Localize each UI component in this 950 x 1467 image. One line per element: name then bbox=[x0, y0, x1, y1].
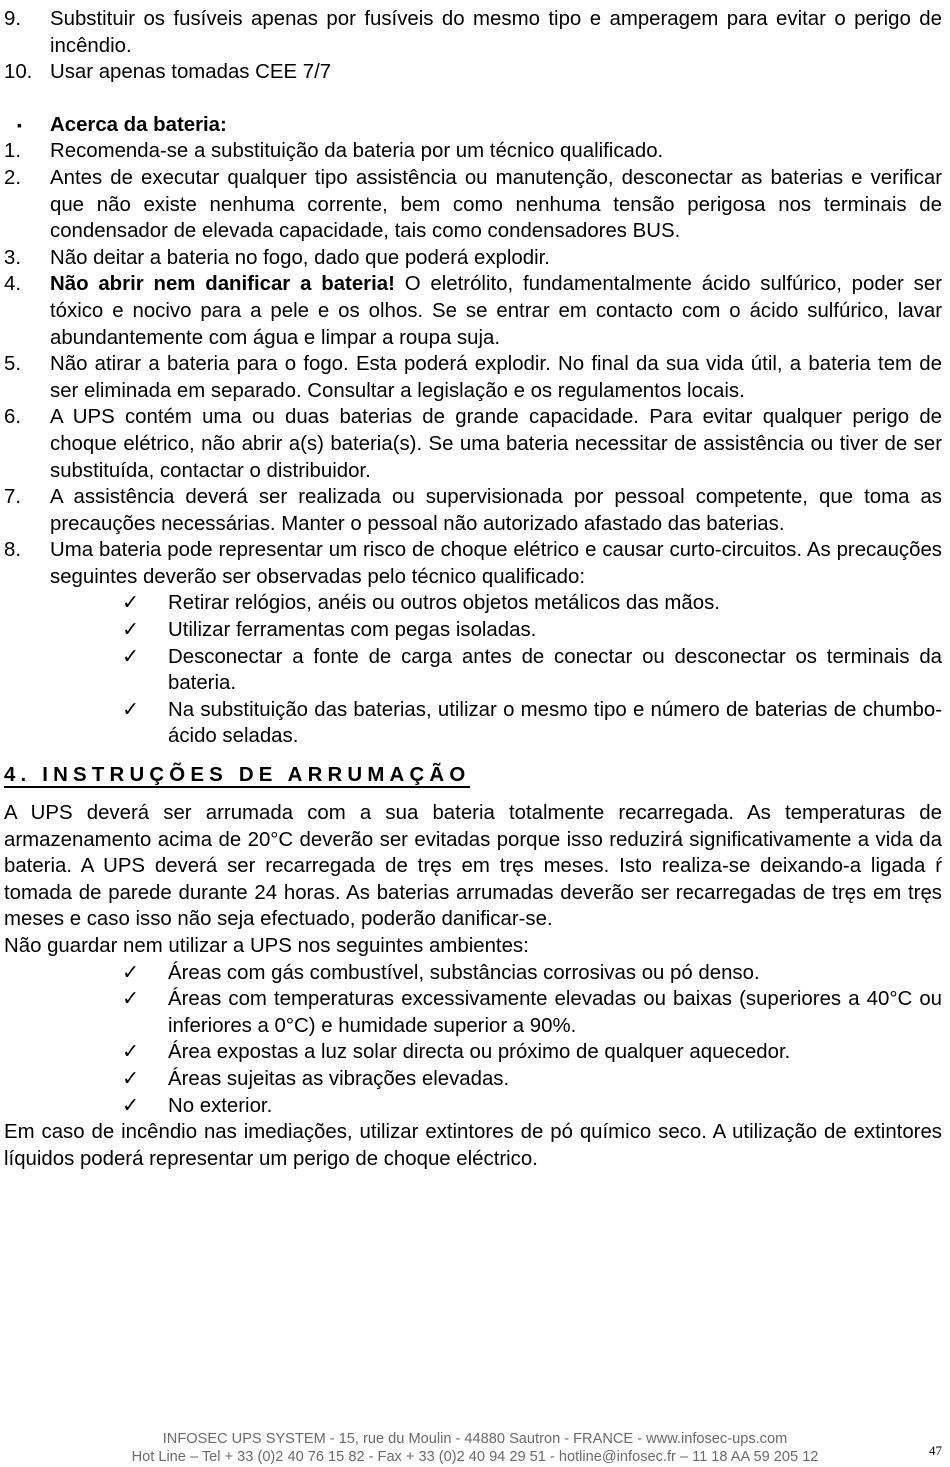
list-item bbox=[4, 404, 942, 484]
item-number: 3. bbox=[4, 246, 22, 269]
battery-section-title bbox=[4, 112, 942, 139]
list-item bbox=[4, 537, 942, 590]
item-text: A UPS contém uma ou duas baterias de grande capacidade. Para evitar qualquer perigo de choque elétrico, não abrir a(s) bateria(s). Se uma bateria necessitar de assistência ou tiver de ser substituída, contactar o distribuidor. bbox=[50, 406, 942, 482]
storage-paragraph: A UPS deverá ser arrumada com a sua bateria totalmente recarregada. As temperaturas de armazenamento acima de 20°C deverão ser evitadas porque isso reduzirá significativamente a vida da bateria. A UPS deverá ser recarregada de tręs em tręs meses. Isto realiza-se deixando-a ligada ŕ tomada de parede durante 24 horas. As baterias arrumadas deverão ser recarregadas de tręs em tręs meses e caso isso não seja efectuado, poderão danificar-se. bbox=[4, 802, 942, 931]
item-text: Não atirar a bateria para o fogo. Esta poderá explodir. No final da sua vida útil, a bateria tem de ser eliminada em separado. Consultar a legislação e os regulamentos locais. bbox=[50, 353, 942, 402]
item-text: Substituir os fusíveis apenas por fusíveis do mesmo tipo e amperagem para evitar o perigo de incêndio. bbox=[50, 8, 942, 57]
fire-paragraph: Em caso de incêndio nas imediações, utilizar extintores de pó químico seco. A utilização de extintores líquidos poderá representar um perigo de choque eléctrico. bbox=[4, 1121, 942, 1170]
item-text: Não deitar a bateria no fogo, dado que poderá explodir. bbox=[50, 246, 550, 269]
item-number: 8. bbox=[4, 539, 22, 562]
item-text: Recomenda-se a substituição da bateria por um técnico qualificado. bbox=[50, 140, 664, 163]
checklist-item bbox=[4, 1039, 942, 1066]
checklist-item bbox=[4, 697, 942, 750]
list-item bbox=[4, 6, 942, 59]
checkmark-icon: ✓ bbox=[122, 619, 140, 642]
checklist-item bbox=[4, 617, 942, 644]
checklist-text: Retirar relógios, anéis ou outros objetos metálicos das mãos. bbox=[168, 592, 720, 615]
list-item bbox=[4, 245, 942, 272]
item-number: 4. bbox=[4, 273, 22, 296]
item-number: 9. bbox=[4, 8, 22, 30]
item-text: Uma bateria pode representar um risco de choque elétrico e causar curto-circuitos. As precauções seguintes deverão ser observadas pelo técnico qualificado: bbox=[50, 539, 942, 588]
list-item bbox=[4, 59, 942, 86]
checklist-item bbox=[4, 590, 942, 617]
checklist-text: Desconectar a fonte de carga antes de conectar ou desconectar os terminais da bateria. bbox=[168, 645, 942, 695]
checkmark-icon: ✓ bbox=[122, 1094, 140, 1117]
checkmark-icon: ✓ bbox=[122, 592, 140, 615]
item-number: 5. bbox=[4, 353, 22, 376]
checkmark-icon: ✓ bbox=[122, 698, 140, 721]
item-text: A assistência deverá ser realizada ou supervisionada por pessoal competente, que toma as precauções necessárias. Manter o pessoal não autorizado afastado das baterias. bbox=[50, 486, 942, 535]
section-subtitle: Acerca da bateria: bbox=[50, 113, 227, 136]
checklist-text: Utilizar ferramentas com pegas isoladas. bbox=[168, 619, 537, 642]
section-heading: 4. INSTRUÇÕES DE ARRUMAÇÃO bbox=[4, 764, 471, 787]
checkmark-icon: ✓ bbox=[122, 961, 140, 984]
item-text bbox=[50, 271, 942, 351]
item-number: 7. bbox=[4, 486, 22, 509]
checklist-text: Área expostas a luz solar directa ou próximo de qualquer aquecedor. bbox=[168, 1041, 791, 1064]
checklist-item bbox=[4, 1066, 942, 1093]
item-number: 1. bbox=[4, 140, 22, 163]
list-item bbox=[4, 484, 942, 537]
checkmark-icon: ✓ bbox=[122, 645, 140, 668]
list-item bbox=[4, 165, 942, 245]
list-item bbox=[4, 271, 942, 351]
list-item bbox=[4, 138, 942, 165]
item-number: 6. bbox=[4, 406, 22, 429]
document-page bbox=[4, 6, 942, 1172]
checkmark-icon: ✓ bbox=[122, 1041, 140, 1064]
item-text-rest: O eletrólito, fundamentalmente ácido sulfúrico, poder ser tóxico e nocivo para a pele e os olhos. Se se entrar em contacto com o ácido sulfúrico, lavar abundantemente com água e limpar a roupa suja. bbox=[50, 273, 942, 349]
checkmark-icon: ✓ bbox=[122, 988, 140, 1011]
checklist-text: No exterior. bbox=[168, 1094, 273, 1117]
list-item bbox=[4, 351, 942, 404]
checklist-text: Áreas sujeitas as vibrações elevadas. bbox=[168, 1067, 510, 1090]
item-number: 2. bbox=[4, 166, 22, 189]
item-text: Antes de executar qualquer tipo assistência ou manutenção, desconectar as baterias e verificar que não existe nenhuma corrente, bem como nenhuma tensão perigosa nos terminais de condensador de elevada capacidade, tais como condensadores BUS. bbox=[50, 166, 942, 243]
checklist-item bbox=[4, 1093, 942, 1120]
warning-emphasis: Não abrir nem danificar a bateria! bbox=[50, 273, 395, 296]
spacer bbox=[4, 86, 942, 112]
checklist-text: Áreas com temperaturas excessivamente elevadas ou baixas (superiores a 40°C ou inferiores a 0°C) e humidade superior a 90%. bbox=[168, 988, 942, 1037]
checklist-text: Áreas com gás combustível, substâncias corrosivas ou pó denso. bbox=[168, 961, 760, 984]
checklist-item bbox=[4, 644, 942, 697]
item-text: Usar apenas tomadas CEE 7/7 bbox=[50, 61, 332, 84]
checklist-item bbox=[4, 986, 942, 1039]
item-number: 10. bbox=[4, 61, 33, 84]
checklist-text: Na substituição das baterias, utilizar o mesmo tipo e número de baterias de chumbo-ácido seladas. bbox=[168, 698, 942, 748]
environment-intro: Não guardar nem utilizar a UPS nos seguintes ambientes: bbox=[4, 935, 529, 957]
page-number: 47 bbox=[929, 1443, 942, 1458]
checklist-item bbox=[4, 960, 942, 987]
checkmark-icon: ✓ bbox=[122, 1067, 140, 1090]
square-bullet-icon: ▪ bbox=[17, 116, 22, 133]
footer-line-contact: Hot Line – Tel + 33 (0)2 40 76 15 82 - Fax + 33 (0)2 40 94 29 51 - hotline@infosec.fr – 11 18 AA 59 205 12 bbox=[131, 1449, 819, 1465]
footer-line-company: INFOSEC UPS SYSTEM - 15, rue du Moulin - 44880 Sautron - FRANCE - www.infosec-ups.com bbox=[162, 1431, 788, 1447]
